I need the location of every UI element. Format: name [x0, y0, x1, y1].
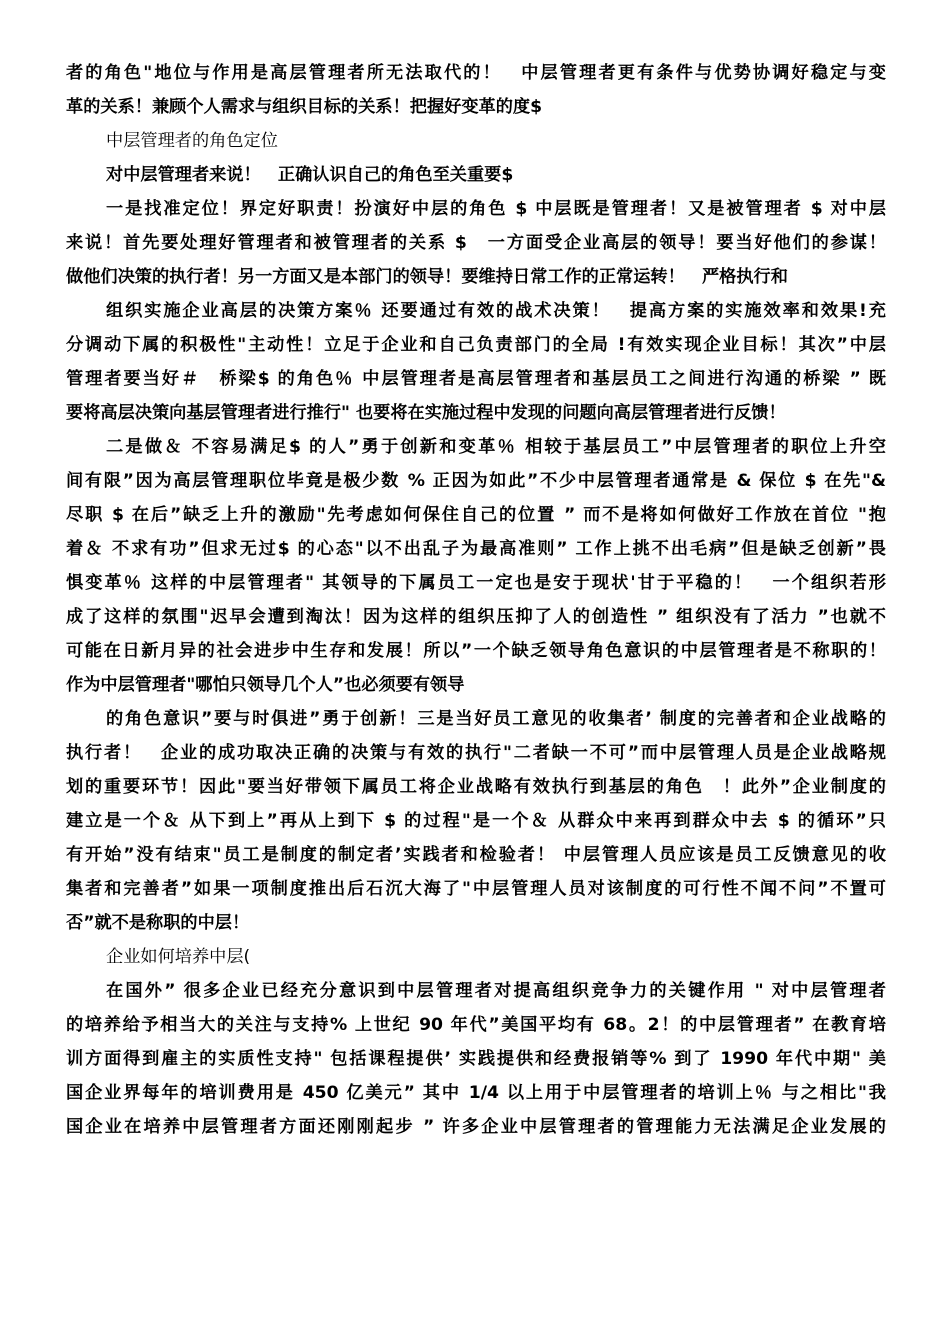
text-line: 建立是一个＆ 从下到上”再从上到下 $ 的过程"是一个＆ 从群众中来再到群众中去 $ 的循环”只	[66, 811, 886, 831]
text-line: 组织实施企业高层的决策方案％ 还要通过有效的战术决策！ 提高方案的实施效率和效果!充	[106, 301, 886, 321]
text-line: 惧变革％ 这样的中层管理者" 其领导的下属员工一定也是安于现状'甘于平稳的！ 一个组织若形	[66, 573, 886, 593]
text-line: 者的角色"地位与作用是高层管理者所无法取代的！ 中层管理者更有条件与优势协调好稳定与变	[66, 63, 886, 83]
document-page	[66, 56, 886, 1144]
text-line: 集者和完善者”如果一项制度推出后石沉大海了"中层管理人员对该制度的可行性不闻不问”不置可	[66, 879, 886, 899]
text-line: 在国外” 很多企业已经充分意识到中层管理者对提高组织竞争力的关键作用 " 对中层管理者	[106, 981, 886, 1001]
document-body	[66, 56, 886, 1144]
text-line: 的培养给予相当大的关注与支持% 上世纪 90 年代”美国平均有 68。2！的中层管理者” 在教育培	[66, 1015, 886, 1035]
section-heading: 企业如何培养中层(	[106, 947, 251, 967]
text-line: 来说！首先要处理好管理者和被管理者的关系 $ 一方面受企业高层的领导！要当好他们的参谋！	[66, 233, 886, 253]
text-line: 执行者！ 企业的成功取决正确的决策与有效的执行"二者缺一不可”而中层管理人员是企业战略规	[66, 743, 886, 763]
section-heading: 中层管理者的角色定位	[106, 131, 278, 151]
text-line: 间有限”因为高层管理职位毕竟是极少数 % 正因为如此”不少中层管理者通常是 & 保位 $ 在先"&	[66, 471, 886, 491]
text-line: 管理者要当好＃ 桥梁$ 的角色％ 中层管理者是高层管理者和基层员工之间进行沟通的桥梁 ” 既	[66, 369, 886, 389]
text-line: 一是找准定位！界定好职责！扮演好中层的角色 $ 中层既是管理者！又是被管理者 $ 对中层	[106, 199, 886, 219]
text-line: 革的关系！兼顾个人需求与组织目标的关系！把握好变革的度$	[66, 97, 543, 117]
text-line: 划的重要环节！因此"要当好带领下属员工将企业战略有效执行到基层的角色 ！此外”企业制度的	[66, 777, 886, 797]
text-line: 着＆ 不求有功”但求无过$ 的心态"以不出乱子为最高准则” 工作上挑不出毛病”但是缺乏创新”畏	[66, 539, 886, 559]
text-line: 国企业界每年的培训费用是 450 亿美元” 其中 1/4 以上用于中层管理者的培训上％ 与之相比"我	[66, 1083, 886, 1103]
text-line: 尽职 $ 在后”缺乏上升的激励"先考虑如何保住自己的位置 ” 而不是将如何做好工作放在首位 "抱	[66, 505, 886, 525]
text-line: 国企业在培养中层管理者方面还刚刚起步 ” 许多企业中层管理者的管理能力无法满足企业发展的	[66, 1117, 886, 1137]
text-line: 做他们决策的执行者！另一方面又是本部门的领导！要维持日常工作的正常运转！ 严格执行和	[66, 267, 788, 287]
text-line: 作为中层管理者"哪怕只领导几个人”也必须要有领导	[66, 675, 465, 695]
text-line: 成了这样的氛围"迟早会遭到淘汰！因为这样的组织压抑了人的创造性 ” 组织没有了活力 ”也就不	[66, 607, 886, 627]
text-line: 可能在日新月异的社会进步中生存和发展！所以”一个缺乏领导角色意识的中层管理者是不称职的！	[66, 641, 886, 661]
text-line: 对中层管理者来说！ 正确认识自己的角色至关重要$	[106, 165, 514, 185]
text-line: 二是做＆ 不容易满足$ 的人”勇于创新和变革％ 相较于基层员工”中层管理者的职位上升空	[106, 437, 886, 457]
text-line: 分调动下属的积极性"主动性！立足于企业和自己负责部门的全局 !有效实现企业目标！其次”中层	[66, 335, 886, 355]
text-line: 训方面得到雇主的实质性支持" 包括课程提供’ 实践提供和经费报销等% 到了 1990 年代中期" 美	[66, 1049, 886, 1069]
text-line: 的角色意识”要与时俱进”勇于创新！三是当好员工意见的收集者’ 制度的完善者和企业战略的	[106, 709, 886, 729]
text-line: 有开始”没有结束"员工是制度的制定者’实践者和检验者！ 中层管理人员应该是员工反馈意见的收	[66, 845, 886, 865]
text-line: 要将高层决策向基层管理者进行推行" 也要将在实施过程中发现的问题向高层管理者进行反馈！	[66, 403, 786, 423]
text-line: 否”就不是称职的中层！	[66, 913, 250, 933]
